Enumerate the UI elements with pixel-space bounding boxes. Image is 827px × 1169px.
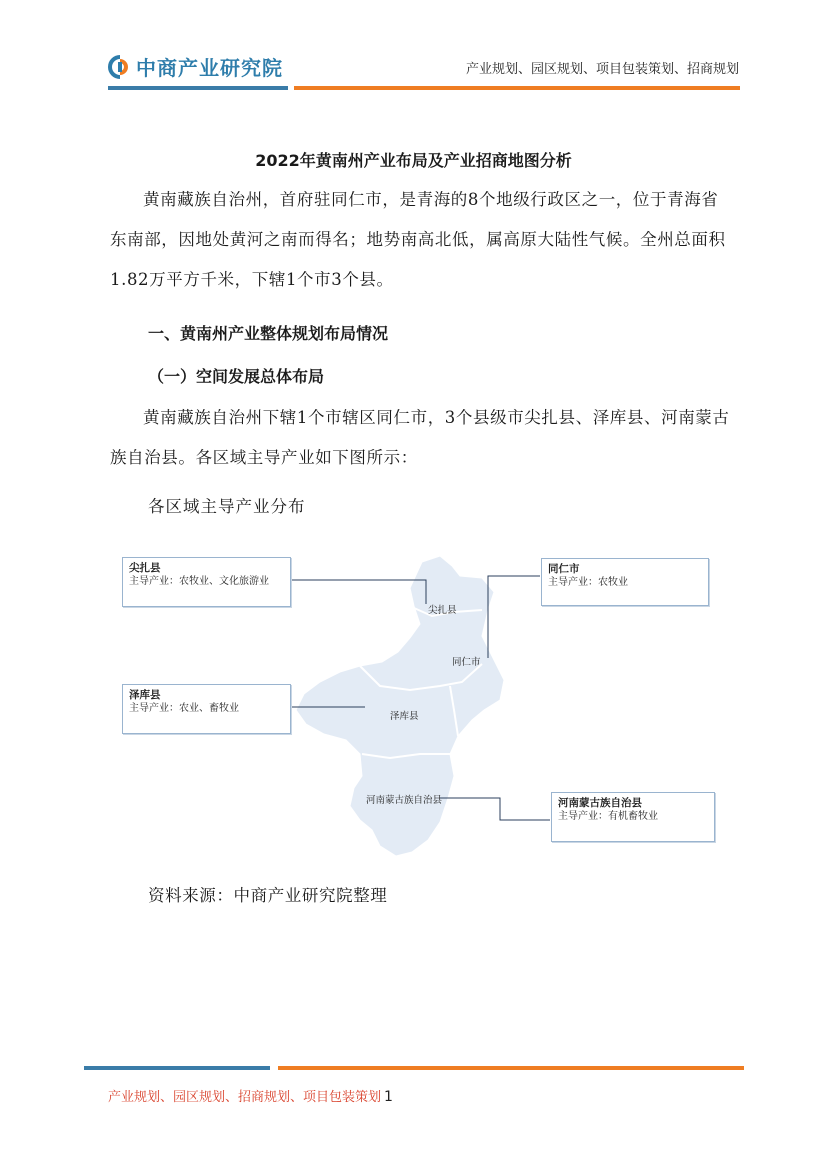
industry-map <box>110 540 720 860</box>
infobox-title: 泽库县 <box>129 689 161 701</box>
logo-icon <box>108 55 132 79</box>
map-label-tongren: 同仁市 <box>452 657 481 668</box>
leader-line-henan <box>440 798 550 820</box>
infobox-tongren <box>541 558 709 606</box>
company-logo <box>108 52 283 81</box>
footer-slogan: 产业规划、园区规划、招商规划、项目包装策划 <box>108 1090 382 1105</box>
infobox-title: 河南蒙古族自治县 <box>558 797 642 809</box>
infobox-industry: 主导产业：农牧业 <box>548 577 628 588</box>
source-note: 资料来源：中商产业研究院整理 <box>148 886 388 905</box>
intro-paragraph: 黄南藏族自治州，首府驻同仁市，是青海的8个地级行政区之一，位于青海省东南部，因地处黄河之南而得名；地势南高北低，属高原大陆性气候。全州总面积1.82万平方千米，下辖1个市3个县。 <box>110 190 726 289</box>
map-region-shape <box>296 556 504 856</box>
map-label-jianzha: 尖扎县 <box>428 605 457 616</box>
infobox-zeku <box>122 684 291 734</box>
logo-text: 中商产业研究院 <box>136 56 283 80</box>
section-heading: 一、黄南州产业整体规划布局情况 <box>148 324 389 343</box>
infobox-industry: 主导产业：有机畜牧业 <box>558 811 658 822</box>
map-label-henan: 河南蒙古族自治县 <box>366 795 443 806</box>
subsection-heading: （一）空间发展总体布局 <box>148 367 325 386</box>
infobox-industry: 主导产业：农牧业、文化旅游业 <box>129 576 269 587</box>
infobox-title: 同仁市 <box>548 563 580 575</box>
leader-line-jianzha <box>290 580 426 604</box>
header-divider-blue <box>108 86 288 90</box>
header-divider-orange <box>294 86 740 90</box>
layout-paragraph: 黄南藏族自治州下辖1个市辖区同仁市，3个县级市尖扎县、泽库县、河南蒙古族自治县。各区域主导产业如下图所示： <box>110 408 730 467</box>
map-label-zeku: 泽库县 <box>390 711 419 722</box>
leader-line-tongren <box>488 576 540 658</box>
document-title: 2022年黄南州产业布局及产业招商地图分析 <box>255 151 572 170</box>
infobox-title: 尖扎县 <box>129 562 161 574</box>
page-number: 1 <box>384 1089 393 1105</box>
infobox-henan <box>551 792 715 842</box>
infobox-industry: 主导产业：农业、畜牧业 <box>129 703 239 714</box>
header-slogan: 产业规划、园区规划、项目包装策划、招商规划 <box>465 62 739 77</box>
footer-divider-blue <box>84 1066 270 1070</box>
infobox-jianzha <box>122 557 291 607</box>
footer <box>108 1086 393 1105</box>
figure-caption: 各区域主导产业分布 <box>148 497 306 516</box>
footer-divider-orange <box>278 1066 744 1070</box>
